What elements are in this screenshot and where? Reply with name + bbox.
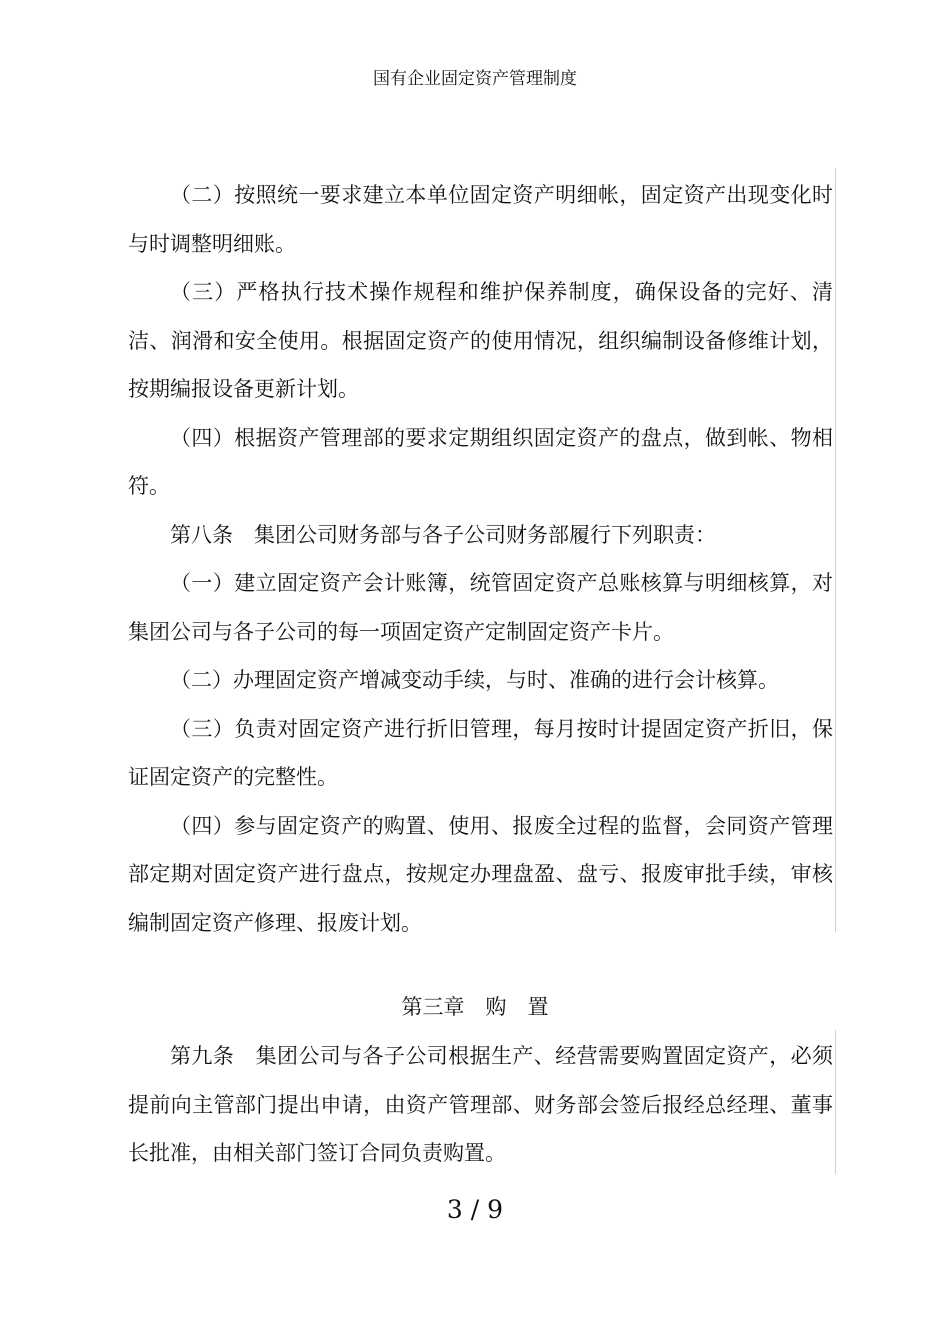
chapter-body xyxy=(128,1032,833,1178)
paragraph: （二）按照统一要求建立本单位固定资产明细帐，固定资产出现变化时与时调整明细账。 xyxy=(128,183,833,256)
paragraph: （四）参与固定资产的购置、使用、报废全过程的监督，会同资产管理部定期对固定资产进行盘点，按规定办理盘盈、盘亏、报废审批手续，审核编制固定资产修理、报废计划。 xyxy=(128,813,833,935)
right-margin-rule xyxy=(835,168,836,932)
chapter-title: 第三章 购 置 xyxy=(401,995,549,1019)
paragraph: （四）根据资产管理部的要求定期组织固定资产的盘点，做到帐、物相符。 xyxy=(128,425,833,498)
paragraph: （一）建立固定资产会计账簿，统管固定资产总账核算与明细核算，对集团公司与各子公司的每一项固定资产定制固定资产卡片。 xyxy=(128,571,833,644)
document-body xyxy=(128,171,833,947)
paragraph: （二）办理固定资产增减变动手续，与时、准确的进行会计核算。 xyxy=(170,668,779,692)
paragraph: 第九条 集团公司与各子公司根据生产、经营需要购置固定资产，必须提前向主管部门提出申请，由资产管理部、财务部会签后报经总经理、董事长批准，由相关部门签订合同负责购置。 xyxy=(128,1044,833,1165)
article-heading: 第八条 集团公司财务部与各子公司财务部履行下列职责： xyxy=(170,522,716,547)
right-margin-rule xyxy=(835,1030,836,1174)
paragraph: （三）严格执行技术操作规程和维护保养制度，确保设备的完好、清洁、润滑和安全使用。根据固定资产的使用情况，组织编制设备修维计划，按期编报设备更新计划。 xyxy=(128,280,833,401)
paragraph: （三）负责对固定资产进行折旧管理，每月按时计提固定资产折旧，保证固定资产的完整性。 xyxy=(128,716,833,789)
page-number: 3 / 9 xyxy=(446,1195,504,1224)
page-header-title: 国有企业固定资产管理制度 xyxy=(373,69,577,89)
